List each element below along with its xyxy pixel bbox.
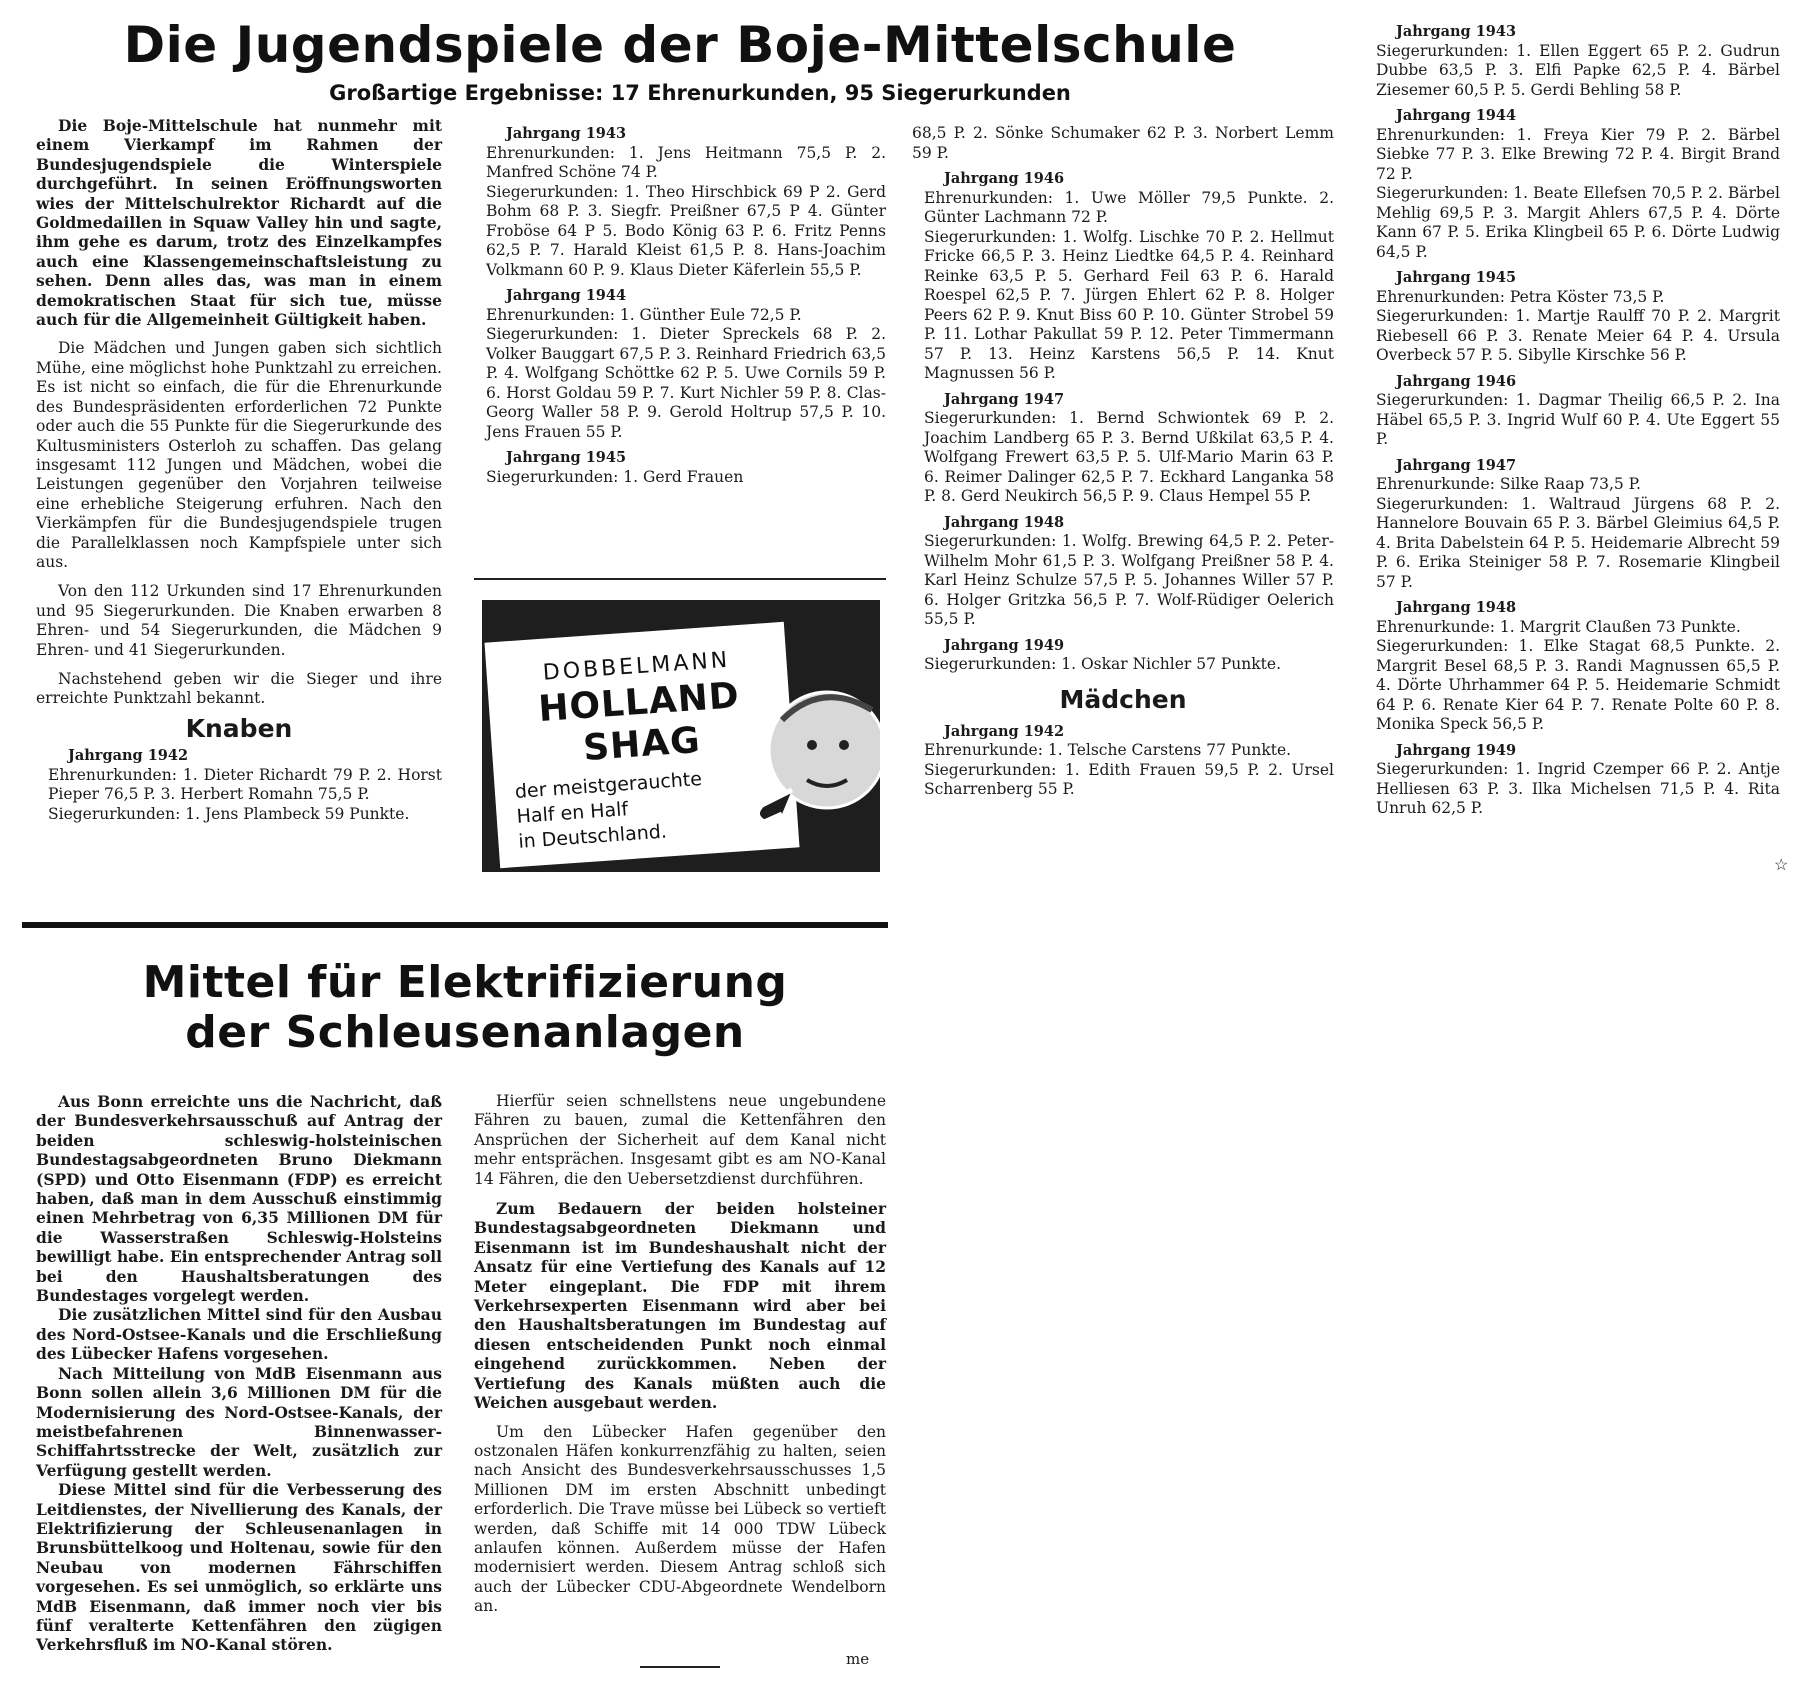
jahrgang-heading: Jahrgang 1942 [68,747,189,765]
body-paragraph: Um den Lübecker Hafen gegenüber den ostzonalen Häfen konkurrenzfähig zu halten, seien nach Ansicht des Bundesverkehrsausschusses 1,5 Millionen DM im ersten Abschnitt unbedingt erforderlich. Die Trave müsse bei Lübeck so vertieft werden, daß Schiffe mit 14 000 TDW Lübeck anlaufen können. Außerdem müsse der Hafen modernisiert werden. Diesem Antrag schloß sich auch der Lübecker CDU-Abgeordnete Wendelborn an. [474,1422,886,1616]
advertisement [482,600,880,872]
body-paragraph: Nach Mitteilung von MdB Eisenmann aus Bonn sollen allein 3,6 Millionen DM für die Modernisierung des Nord-Ostsee-Kanals, der meistbefahrenen Binnenwasser-Schiffahrtsstrecke der Welt, zusätzlich zur Verfügung gestellt werden. [36,1363,442,1480]
ad-smoker-portrait [482,600,880,872]
result-entry: Siegerurkunden: 1. Dieter Spreckels 68 P. 2. Volker Bauggart 67,5 P. 3. Reinhard Friedrich 63,5 P. 4. Wolfgang Schöttke 62 P. 5. Uwe Cornils 59 P. 6. Horst Goldau 59 P. 7. Kurt Nichler 59 P. 8. Clas-Georg Waller 58 P. 9. Gerold Holtrup 57,5 P. 10. Jens Frauen 55 P. [486,325,886,441]
body-paragraph: Hierfür seien schnellstens neue ungebundene Fähren zu bauen, zumal die Kettenfähren den Ansprüchen der Sicherheit auf dem Kanal nicht mehr entsprächen. Insgesamt gibt es am NO-Kanal 14 Fähren, die den Uebersetzdienst durchführen. [474,1092,886,1188]
article2-column-2 [474,1092,886,1617]
jahrgang-heading: Jahrgang 1943 [1396,23,1517,40]
ad-brand: DOBBELMANN [542,647,731,686]
article2-column-1 [36,1092,442,1655]
jahrgang-heading: Jahrgang 1945 [1396,269,1517,286]
result-entry: Siegerurkunden: 1. Elke Stagat 68,5 Punkte. 2. Margrit Besel 68,5 P. 3. Randi Magnussen 65,5 P. 4. Dörte Uhrhammer 64 P. 5. Heidemarie Schmidt 64 P. 6. Renate Kier 64 P. 7. Renate Polte 60 P. 8. Monika Speck 56,5 P. [1376,637,1780,733]
body-paragraph: Die zusätzlichen Mittel sind für den Ausbau des Nord-Ostsee-Kanals und die Erschließung des Lübecker Hafens vorgesehen. [36,1305,442,1364]
result-entry: Ehrenurkunden: 1. Uwe Möller 79,5 Punkte. 2. Günter Lachmann 72 P. [924,188,1334,226]
results-list [36,746,442,824]
results-list [912,722,1334,800]
article-headline: Die Jugendspiele der Boje-Mittelschule [123,16,1237,74]
result-entry: Siegerurkunden: 1. Ellen Eggert 65 P. 2. Gudrun Dubbe 63,5 P. 3. Elfi Papke 62,5 P. 4. Bärbel Ziesemer 60,5 P. 5. Gerdi Behling 58 P. [1376,41,1780,99]
result-entry: Ehrenurkunden: 1. Freya Kier 79 P. 2. Bärbel Siebke 77 P. 3. Elke Brewing 72 P. 4. Birgit Brand 72 P. [1376,125,1780,183]
section-heading-knaben: Knaben [185,713,293,743]
ad-slogan-line: in Deutschland. [517,820,668,853]
body-paragraph: Diese Mittel sind für die Verbesserung des Leitdienstes, der Nivellierung des Kanals, der Elektrifizierung der Schleusenanlagen in Brunsbüttelkoog und Holtenau, sowie für den Neubau von modernen Fährschiffen vorgesehen. Es sei unmöglich, so erklärte uns MdB Eisenmann, daß immer noch vier bis fünf veralterte Kettenfähren den zügigen Verkehrsfluß im NO-Kanal stören. [36,1480,442,1655]
body-paragraph: Von den 112 Urkunden sind 17 Ehrenurkunden und 95 Siegerurkunden. Die Knaben erwarben 8 Ehren- und 54 Siegerurkunden, die Mädchen 9 Ehren- und 41 Siegerurkunden. [36,582,442,659]
headline-line: der Schleusenanlagen [185,1007,745,1058]
result-entry: Siegerurkunden: 1. Gerd Frauen [486,467,744,486]
author-mark: me [846,1650,870,1668]
ad-slogan-line: der meistgerauchte [514,767,703,803]
article1-column-1 [36,116,442,824]
jahrgang-heading: Jahrgang 1946 [944,170,1065,187]
result-entry: Ehrenurkunde: 1. Margrit Claußen 73 Punkte. [1376,617,1741,636]
body-paragraph: Zum Bedauern der beiden holsteiner Bundestagsabgeordneten Diekmann und Eisenmann ist im Bundeshaushalt nicht der Ansatz für eine Vertiefung des Kanals auf 12 Meter eingeplant. Die FDP mit ihrem Verkehrsexperten Eisenmann wird aber bei den Haushaltsberatungen im Bundestag auf diesen entscheidenden Punkt noch einmal eingehend zurückkommen. Neben der Vertiefung des Kanals müßten auch die Weichen ausgebaut werden. [474,1199,886,1413]
result-entry: Ehrenurkunden: 1. Günther Eule 72,5 P. [486,305,802,324]
divider [474,578,886,580]
jahrgang-heading: Jahrgang 1949 [1396,741,1517,759]
intro-paragraph: Die Boje-Mittelschule hat nunmehr mit einem Vierkampf im Rahmen der Bundesjugendspiele die Winterspiele durchgeführt. In seinen Eröffnungsworten wies der Mittelschulrektor Richardt auf die Goldmedaillen in Squaw Valley hin und sagte, ihm gehe es darum, trotz des Einzelkampfes auch eine Klassengemeinschaftsleistung zu sehen. Denn alles das, was man in einem demokratischen Staat für sich tue, müsse auch für die Allgemeinheit Gültigkeit haben. [36,116,442,330]
jahrgang-heading: Jahrgang 1945 [506,449,627,466]
result-entry: Siegerurkunden: 1. Ingrid Czemper 66 P. 2. Antje Helliesen 63 P. 3. Ilka Michelsen 71,5 P. 4. Rita Unruh 62,5 P. [1376,760,1780,817]
jahrgang-heading: Jahrgang 1947 [944,390,1065,408]
result-entry: Ehrenurkunden: 1. Jens Heitmann 75,5 P. 2. Manfred Schöne 74 P. [486,143,886,181]
ad-slogan-line: Half en Half [515,798,629,828]
result-entry: Siegerurkunden: 1. Oskar Nichler 57 Punkte. [924,655,1281,673]
article2-headline [40,958,890,1058]
jahrgang-heading: Jahrgang 1943 [506,125,627,142]
article-subheadline: Großartige Ergebnisse: 17 Ehrenurkunden, 95 Siegerurkunden [329,81,1071,105]
result-entry: Siegerurkunden: 1. Jens Plambeck 59 Punkte. [48,804,410,823]
result-entry: Siegerurkunden: 1. Beate Ellefsen 70,5 P. 2. Bärbel Mehlig 69,5 P. 3. Margit Ahlers 67,5 P. 4. Dörte Kann 67 P. 5. Erika Klingbeil 65 P. 6. Dörte Ludwig 64,5 P. [1376,184,1780,261]
result-entry: Siegerurkunden: 1. Waltraud Jürgens 68 P. 2. Hannelore Bouvain 65 P. 3. Bärbel Gleimius 64,5 P. 4. Brita Dabelstein 64 P. 5. Heidemarie Albrecht 59 P. 6. Erika Steiniger 58 P. 7. Rosemarie Klingbeil 57 P. [1376,494,1780,591]
jahrgang-heading: Jahrgang 1946 [1396,372,1517,390]
result-entry: Siegerurkunden: 1. Edith Frauen 59,5 P. 2. Ursel Scharrenberg 55 P. [924,760,1334,798]
result-entry: Siegerurkunden: 1. Martje Raulff 70 P. 2. Margrit Riebesell 66 P. 3. Renate Meier 64 P. 4. Ursula Overbeck 57 P. 5. Sibylle Kirschke 56 P. [1376,307,1780,364]
headline-line: Mittel für Elektrifizierung [142,957,788,1008]
results-list [912,124,1334,675]
result-entry: Siegerurkunden: 1. Dagmar Theilig 66,5 P. 2. Ina Häbel 65,5 P. 3. Ingrid Wulf 60 P. 4. Ute Eggert 55 P. [1376,391,1780,448]
jahrgang-heading: Jahrgang 1944 [506,287,627,304]
result-entry: Ehrenurkunde: 1. Telsche Carstens 77 Punkte. [924,741,1292,759]
result-entry: Siegerurkunden: 1. Wolfg. Brewing 64,5 P. 2. Peter-Wilhelm Mohr 61,5 P. 3. Wolfgang Preißner 58 P. 4. Karl Heinz Schulze 57,5 P. 5. Johannes Willer 57 P. 6. Holger Gritzka 56,5 P. 7. Wolf-Rüdiger Oelerich 55,5 P. [924,532,1334,628]
jahrgang-heading: Jahrgang 1949 [944,636,1065,654]
end-mark: ☆ [1774,855,1789,874]
divider [640,1666,720,1668]
result-entry: Ehrenurkunden: 1. Dieter Richardt 79 P. 2. Horst Pieper 76,5 P. 3. Herbert Romahn 75,5 P. [48,765,442,804]
result-entry: Siegerurkunden: 1. Wolfg. Lischke 70 P. 2. Hellmut Fricke 66,5 P. 3. Heinz Liedtke 64,5 P. 4. Reinhard Reinke 63,5 P. 5. Gerhard Feil 63 P. 6. Harald Roespel 62,5 P. 7. Jürgen Ehlert 62 P. 8. Holger Peers 62 P. 9. Knut Biss 60 P. 10. Günter Strobel 59 P. 11. Lothar Pakullat 59 P. 12. Peter Timmermann 57 P. 13. Heinz Karstens 56,5 P. 14. Knut Magnussen 56 P. [924,227,1334,382]
article1-column-2 [474,124,886,487]
result-entry: Siegerurkunden: 1. Theo Hirschbick 69 P 2. Gerd Bohm 68 P. 3. Siegfr. Preißner 67,5 P 4. Günter Froböse 64 P 5. Bodo König 63 P. 6. Fritz Penns 62,5 P. 7. Harald Kleist 61,5 P. 8. Hans-Joachim Volkmann 60 P. 9. Klaus Dieter Käferlein 55,5 P. [486,182,886,279]
section-heading-maedchen: Mädchen [1059,684,1187,714]
result-entry: Siegerurkunden: 1. Bernd Schwiontek 69 P. 2. Joachim Landberg 65 P. 3. Bernd Ußkilat 63,5 P. 4. Wolfgang Frewert 63,5 P. 5. Ulf-Mario Marin 63 P. 6. Reimer Dalinger 62,5 P. 7. Eckhard Langanka 58 P. 8. Gerd Neukirch 56,5 P. 9. Claus Hempel 55 P. [924,409,1334,505]
article1-column-4 [1364,22,1780,819]
body-paragraph: Aus Bonn erreichte uns die Nachricht, daß der Bundesverkehrsausschuß auf Antrag der beiden schleswig-holsteinischen Bundestagsabgeordneten Bruno Diekmann (SPD) und Otto Eisenmann (FDP) es erreicht haben, daß man in dem Ausschuß einstimmig einen Mehrbetrag von 6,35 Millionen DM für die Wasserstraßen Schleswig-Holsteins bewilligt habe. Ein entsprechender Antrag soll bei den Haushaltsberatungen des Bundestages vorgelegt werden. [36,1092,442,1306]
result-entry: Ehrenurkunde: Silke Raap 73,5 P. [1376,475,1641,493]
jahrgang-heading: Jahrgang 1944 [1396,107,1517,124]
jahrgang-heading: Jahrgang 1942 [944,722,1065,740]
article-separator [22,922,888,928]
result-entry: 68,5 P. 2. Sönke Schumaker 62 P. 3. Norbert Lemm 59 P. [912,124,1334,162]
ad-product-line: HOLLAND [537,675,741,731]
body-paragraph: Die Mädchen und Jungen gaben sich sichtlich Mühe, eine möglichst hohe Punktzahl zu erreichen. Es ist nicht so einfach, die für die Ehrenurkunde des Bundespräsidenten erforderlichen 72 Punkte oder auch die 55 Punkte für die Siegerurkunde des Kultusministers Osterloh zu schaffen. Das gelang insgesamt 112 Jungen und Mädchen, wobei die Leistungen gegenüber den Vorjahren teilweise eine erhebliche Steigerung erfuhren. Nach den Vierkämpfen für die Bundesjugendspiele trugen die Parallelklassen noch Kampfspiele unter sich aus. [36,339,442,571]
jahrgang-heading: Jahrgang 1948 [944,513,1065,531]
result-entry: Ehrenurkunden: Petra Köster 73,5 P. [1376,287,1665,306]
jahrgang-heading: Jahrgang 1947 [1396,456,1517,474]
jahrgang-heading: Jahrgang 1948 [1396,599,1517,616]
article1-column-3 [912,124,1334,800]
body-paragraph: Nachstehend geben wir die Sieger und ihre erreichte Punktzahl bekannt. [36,669,442,708]
ad-product-line: SHAG [581,719,702,770]
